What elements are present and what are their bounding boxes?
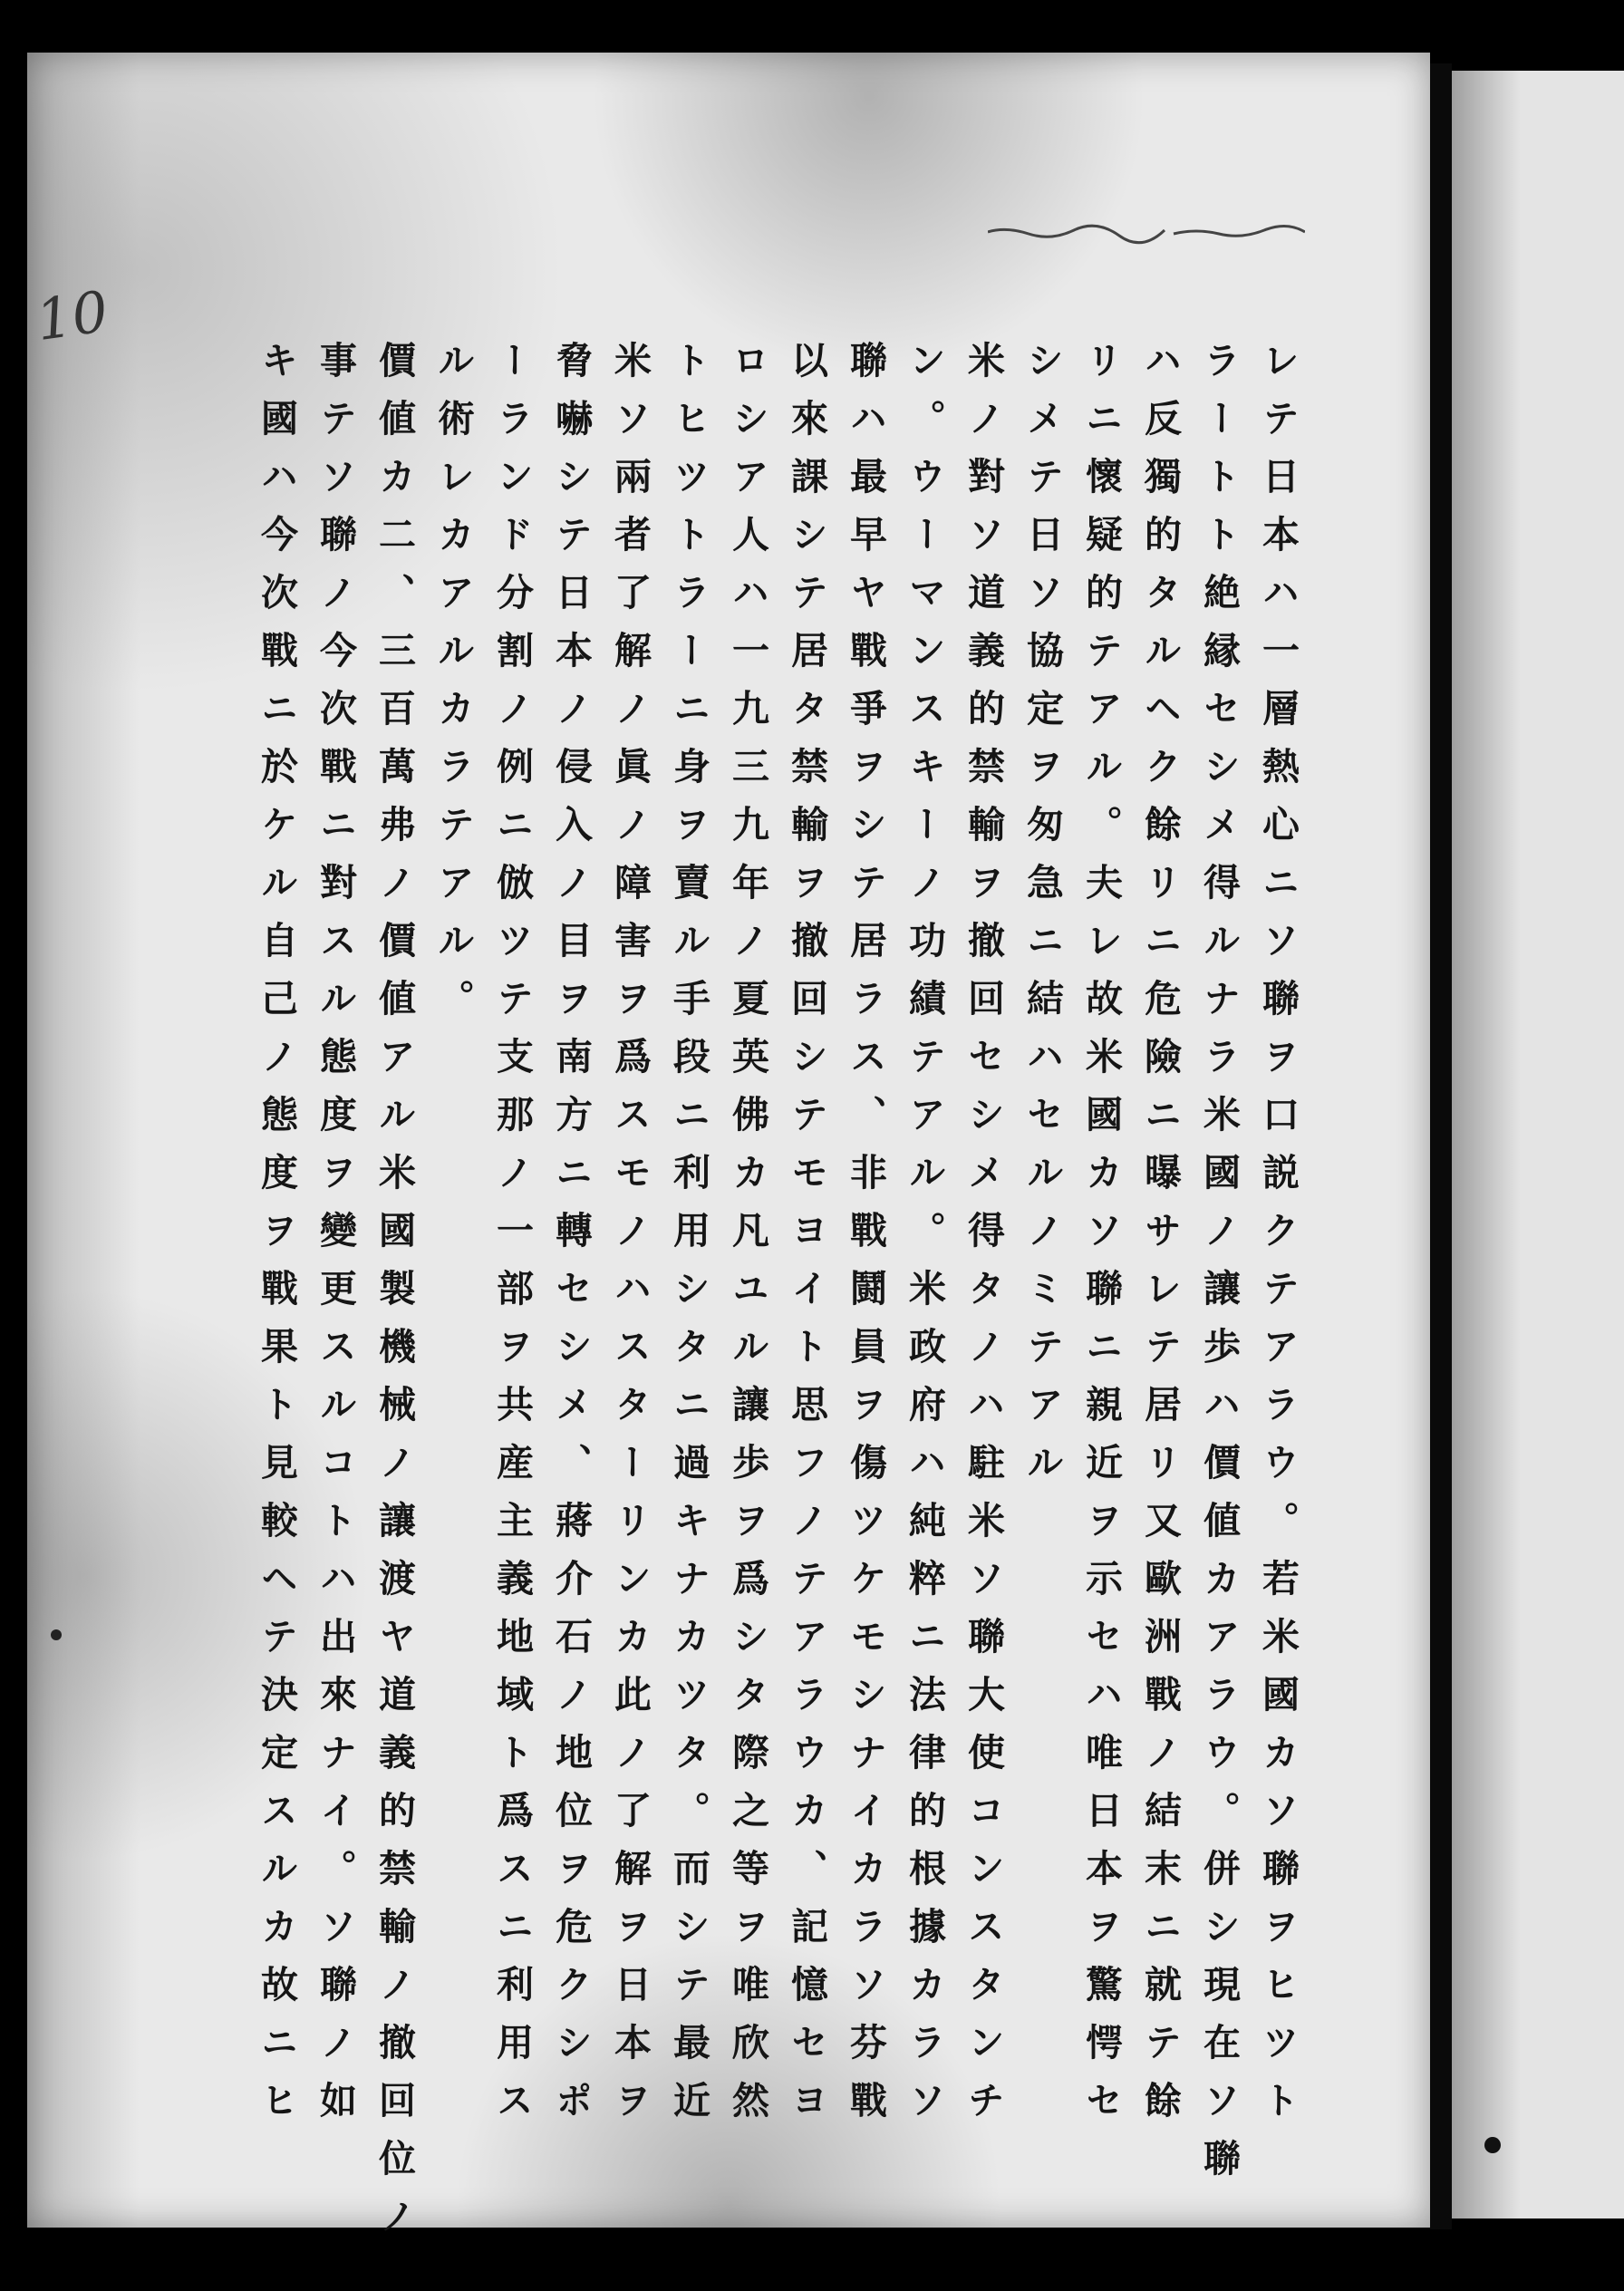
book-binding — [1430, 63, 1452, 2229]
text-line: ロシア人ハ一九三九年ノ夏英佛カ凡ユル讓歩ヲ爲シタ際之等ヲ唯欣然 — [726, 341, 769, 2139]
text-line: トヒツトラーニ身ヲ賣ル手段ニ利用シタニ過キナカツタ。而シテ最近 — [667, 341, 710, 2139]
text-line: 以來課シテ居タ禁輸ヲ撤回シテモヨイト思フノテアラウカ、記憶セヨ — [785, 341, 828, 2139]
adjacent-page-edge — [1452, 71, 1624, 2218]
text-line: ハ反獨的タルヘク餘リニ危險ニ曝サレテ居リ又歐洲戰ノ結末ニ就テ餘 — [1138, 341, 1182, 2139]
handwritten-page-number: 10 — [32, 277, 112, 354]
text-line: リニ懷疑的テアル。夫レ故米國カソ聯ニ親近ヲ示セハ唯日本ヲ驚愕セ — [1079, 341, 1123, 2139]
text-line: ン。ウーマンスキーノ功績テアル。米政府ハ純粹ニ法律的根據カラソ — [903, 341, 946, 2139]
text-line: 米ノ對ソ道義的禁輸ヲ撤回セシメ得タノハ駐米ソ聯大使コンスタンチ — [962, 341, 1005, 2139]
margin-mark-icon — [51, 1629, 62, 1640]
text-line: 事テソ聯ノ今次戰ニ對スル態度ヲ變更スルコトハ出來ナイ。ソ聯ノ如 — [314, 341, 357, 2139]
vertical-text-body — [246, 341, 1307, 2255]
text-line: 脅嚇シテ日本ノ侵入ノ目ヲ南方ニ轉セシメ、蔣介石ノ地位ヲ危クシポ — [549, 341, 593, 2139]
header-wavy-rule — [988, 214, 1305, 250]
text-line: ル術レカアルカラテアル。 — [431, 341, 475, 1037]
text-line: 米ソ兩者了解ノ眞ノ障害ヲ爲スモノハスターリンカ此ノ了解ヲ日本ヲ — [608, 341, 652, 2139]
text-line: 價値カ二、三百萬弗ノ價値アル米國製機械ノ讓渡ヤ道義的禁輸ノ撤回位ノ — [372, 341, 416, 2255]
text-line: シメテ日ソ協定ヲ匆急ニ結ハセルノミテアル — [1020, 341, 1064, 1501]
text-line: 聯ハ最早ヤ戰爭ヲシテ居ラス、非戰鬪員ヲ傷ツケモシナイカラソ芬戰 — [844, 341, 887, 2139]
ink-spot-icon — [1484, 2137, 1501, 2153]
text-line: キ國ハ今次戰ニ於ケル自己ノ態度ヲ戰果ト見較ヘテ決定スルカ故ニヒ — [255, 341, 298, 2139]
text-line: ラートト絶縁セシメ得ルナラ米國ノ讓歩ハ價値カアラウ。併シ現在ソ聯 — [1197, 341, 1241, 2197]
text-line: レテ日本ハ一層熱心ニソ聯ヲ口説クテアラウ。若米國カソ聯ヲヒツト — [1256, 341, 1300, 2139]
text-line: ーランド分割ノ例ニ倣ツテ支那ノ一部ヲ共産主義地域ト爲スニ利用ス — [490, 341, 534, 2139]
